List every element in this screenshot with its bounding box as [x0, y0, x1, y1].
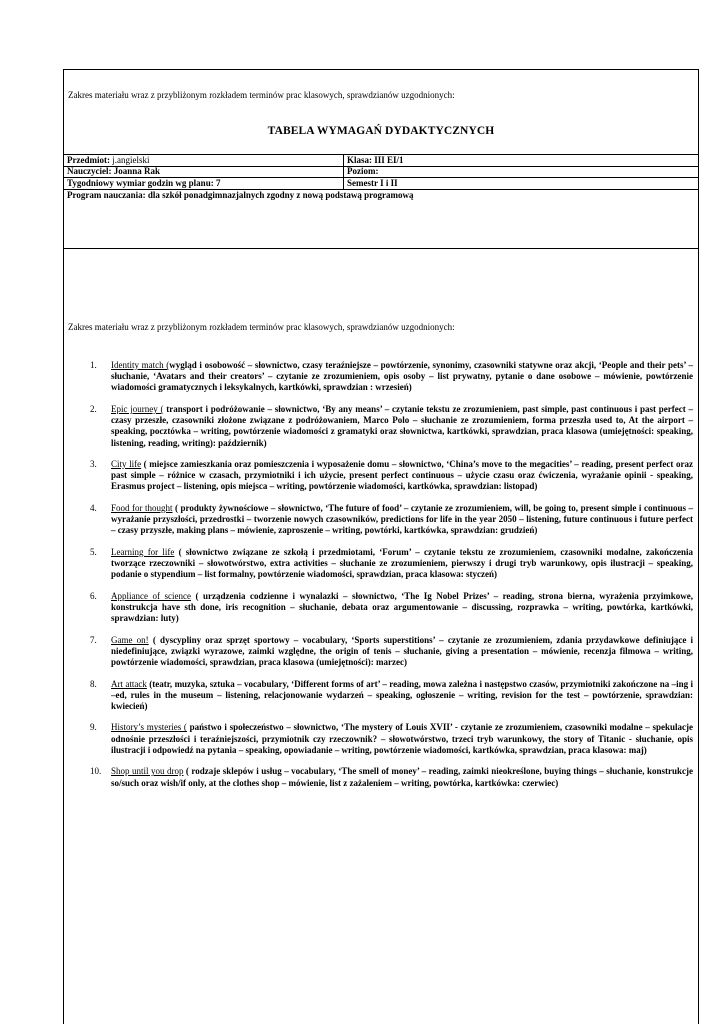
list-item-number: 3. — [90, 459, 97, 470]
unit-description: wygląd i osobowość – słownictwo, czasy teraźniejsze – powtórzenie, synonimy, czasowniki statywne oraz akcji, ‘People and their pets’ – słuchanie, ‘Avatars and their creators’ – czytanie ze zrozumieniem, opis osoby – list prywatny, pytanie o dane osobowe – mówienie, powtórzenie wiadomości gramatycznych i leksykalnych, kartkówki, sprawdzian : wrzesień) — [111, 360, 693, 393]
divider — [343, 154, 344, 189]
intro-text-top: Zakres materiału wraz z przybliżonym rozkładem terminów prac klasowych, sprawdzianów uzgodnionych: — [68, 90, 455, 100]
poziom-cell — [347, 166, 379, 177]
unit-topic: Shop until you drop — [111, 766, 184, 777]
list-item — [90, 360, 693, 394]
unit-topic: City life — [111, 459, 142, 470]
list-item-number: 1. — [90, 360, 97, 370]
klasa-cell — [347, 155, 404, 166]
list-item — [90, 766, 693, 788]
unit-description: (teatr, muzyka, sztuka – vocabulary, ‘Different forms of art’ – reading, mowa zależna i następstwo czasów, przymiotniki zakończone na –ing i –ed, rules in the museum – listening, relacjonowanie wydarzeń – speaking, ogłoszenie – writing, revision for the test – powtórzenie, sprawdzian: kwiecień) — [111, 678, 693, 711]
klasa-value: Klasa: III EI/1 — [347, 155, 404, 165]
unit-description: transport i podróżowanie – słownictwo, ‘By any means’ – czytanie tekstu ze zrozumieniem, past simple, past continuous i past perfect – czasy przeszłe, czasowniki złożone związane z podróżowaniem, Marco Polo – słuchanie ze zrozumieniem, forma przeszła used to, At the airport – speaking, pocztówka – writing, powtórzenie wiadomości z gramatyki oraz słownictwa, kartkówki, sprawdzian, praca klasowa (umiejętności: speaking, listening, reading, writing): październik) — [111, 403, 694, 448]
list-item-number: 5. — [90, 546, 97, 557]
przedmiot-value: j.angielski — [109, 155, 150, 165]
list-item — [90, 722, 693, 756]
page-title: TABELA WYMAGAŃ DYDAKTYCZNYCH — [267, 125, 495, 137]
unit-topic: Game on! — [111, 634, 149, 645]
list-item — [90, 547, 693, 581]
semestr-value: Semestr I i II — [347, 178, 398, 188]
unit-topic: History’s mysteries ( — [111, 722, 187, 733]
unit-description: państwo i społeczeństwo – słownictwo, ‘The mystery of Louis XVII’ - czytanie ze zrozumieniem, czasowniki modalne – spekulacje odnośnie przeszłości i teraźniejszości, przymiotnik czy rzeczownik? – słowotwórstwo, trzeci tryb warunkowy, the story of Titanic - słuchanie, opis ilustracji i odpowiedź na pytania – speaking, opowiadanie – writing, powtórzenie wiadomości, kartkówka, sprawdzian, praca klasowa: maj) — [111, 722, 693, 755]
list-item-number: 8. — [90, 678, 97, 689]
unit-description: ( słownictwo związane ze szkołą i przedmiotami, ‘Forum’ – czytanie tekstu ze zrozumieniem, czasowniki modalne, zakończenia tworzące rzeczowniki – słowotwórstwo, extra activities – słuchanie ze zrozumieniem, pierwszy i drugi tryb warunkowy, opis ilustracji – speaking, podanie o stypendium – list formalny, powtórzenie wiadomości, sprawdzian, praca klasowa: styczeń) — [111, 546, 693, 580]
list-item — [90, 459, 693, 493]
divider — [63, 248, 699, 249]
poziom-value: Poziom: — [347, 166, 379, 176]
nauczyciel-cell — [67, 166, 160, 177]
unit-topic: Epic journey ( — [111, 403, 164, 414]
list-item-number: 10. — [90, 766, 102, 777]
program-cell — [67, 190, 413, 201]
semestr-cell — [347, 178, 398, 189]
unit-topic: Food for thought — [111, 502, 173, 513]
nauczyciel-value: Nauczyciel: Joanna Rak — [67, 166, 160, 176]
unit-list — [90, 360, 693, 799]
unit-topic: Appliance of science — [111, 590, 191, 601]
list-item — [90, 679, 693, 713]
list-item — [90, 503, 693, 537]
przedmiot-label: Przedmiot: — [67, 155, 110, 165]
unit-description: ( miejsce zamieszkania oraz pomieszczenia i wyposażenie domu – słownictwo, ‘China’s move to the megacities’ – reading, present perfect oraz past simple – różnice w czasach, przymiotniki i ich użycie, present perfect continuous – użycie czasu oraz ćwiczenia, wyrażanie opinii - speaking, Erasmus project – listening, opis miejsca – writing, powtórzenie wiadomości, kartkówka, sprawdzian: listopad) — [111, 459, 693, 492]
list-item — [90, 404, 693, 449]
unit-topic: Identity match ( — [111, 360, 170, 370]
unit-topic: Learning for life — [111, 546, 175, 557]
program-value: Program nauczania: dla szkół ponadgimnazjalnych zgodny z nową podstawą programową — [67, 190, 414, 200]
list-item-number: 9. — [90, 722, 97, 733]
unit-description: ( dyscypliny oraz sprzęt sportowy – vocabulary, ‘Sports superstitions’ – czytanie ze zrozumieniem, zdania przydawkowe definiujące i niedefiniujące, związki wyrazowe, zaimki względne, the origin of tenis – słuchanie, giving a presentation – mówienie, recenzja filmowa – writing, powtórzenie wiadomości, sprawdzian, praca klasowa (umiejętności): marzec) — [111, 634, 693, 668]
list-item — [90, 635, 693, 669]
list-item-number: 2. — [90, 403, 97, 414]
list-item-number: 6. — [90, 590, 97, 601]
list-item-number: 4. — [90, 502, 97, 513]
list-item — [90, 591, 693, 625]
wymiar-cell — [67, 178, 220, 189]
unit-topic: Art attack — [111, 678, 147, 689]
wymiar-value: Tygodniowy wymiar godzin wg planu: 7 — [67, 178, 221, 188]
unit-description: ( produkty żywnościowe – słownictwo, ‘The future of food’ – czytanie ze zrozumieniem, will, be going to, present simple i continuous – wyrażanie przyszłości, przedrostki – tworzenie nowych czasowników, predictions for life in the year 2050 – listening, future continuous i future perfect – czasy przyszłe, making plans – mówienie, zaproszenie – writing, powtórki, kartkówka, sprawdzian: grudzień) — [111, 502, 693, 536]
intro-text-bottom: Zakres materiału wraz z przybliżonym rozkładem terminów prac klasowych, sprawdzianów uzgodnionych: — [68, 322, 455, 332]
list-item-number: 7. — [90, 634, 97, 645]
unit-description: ( urządzenia codzienne i wynalazki – słownictwo, ‘The Ig Nobel Prizes’ – reading, strona bierna, wyrażenia przyimkowe, konstrukcja have sth done, iris recognition – słuchanie, debata oraz argumentowanie – discussing, rozprawka – writing, powtórka, kartkówki, sprawdzian: luty) — [111, 590, 694, 624]
przedmiot-cell — [67, 155, 149, 166]
unit-description: ( rodzaje sklepów i usług – vocabulary, ‘The smell of money’ – reading, zaimki nieokreślone, buying things – słuchanie, konstrukcje so/such oraz wish/if only, at the clothes shop – mówienie, list z zażaleniem – writing, powtórka, kartkówka: czerwiec) — [111, 766, 693, 788]
divider — [698, 965, 699, 1024]
